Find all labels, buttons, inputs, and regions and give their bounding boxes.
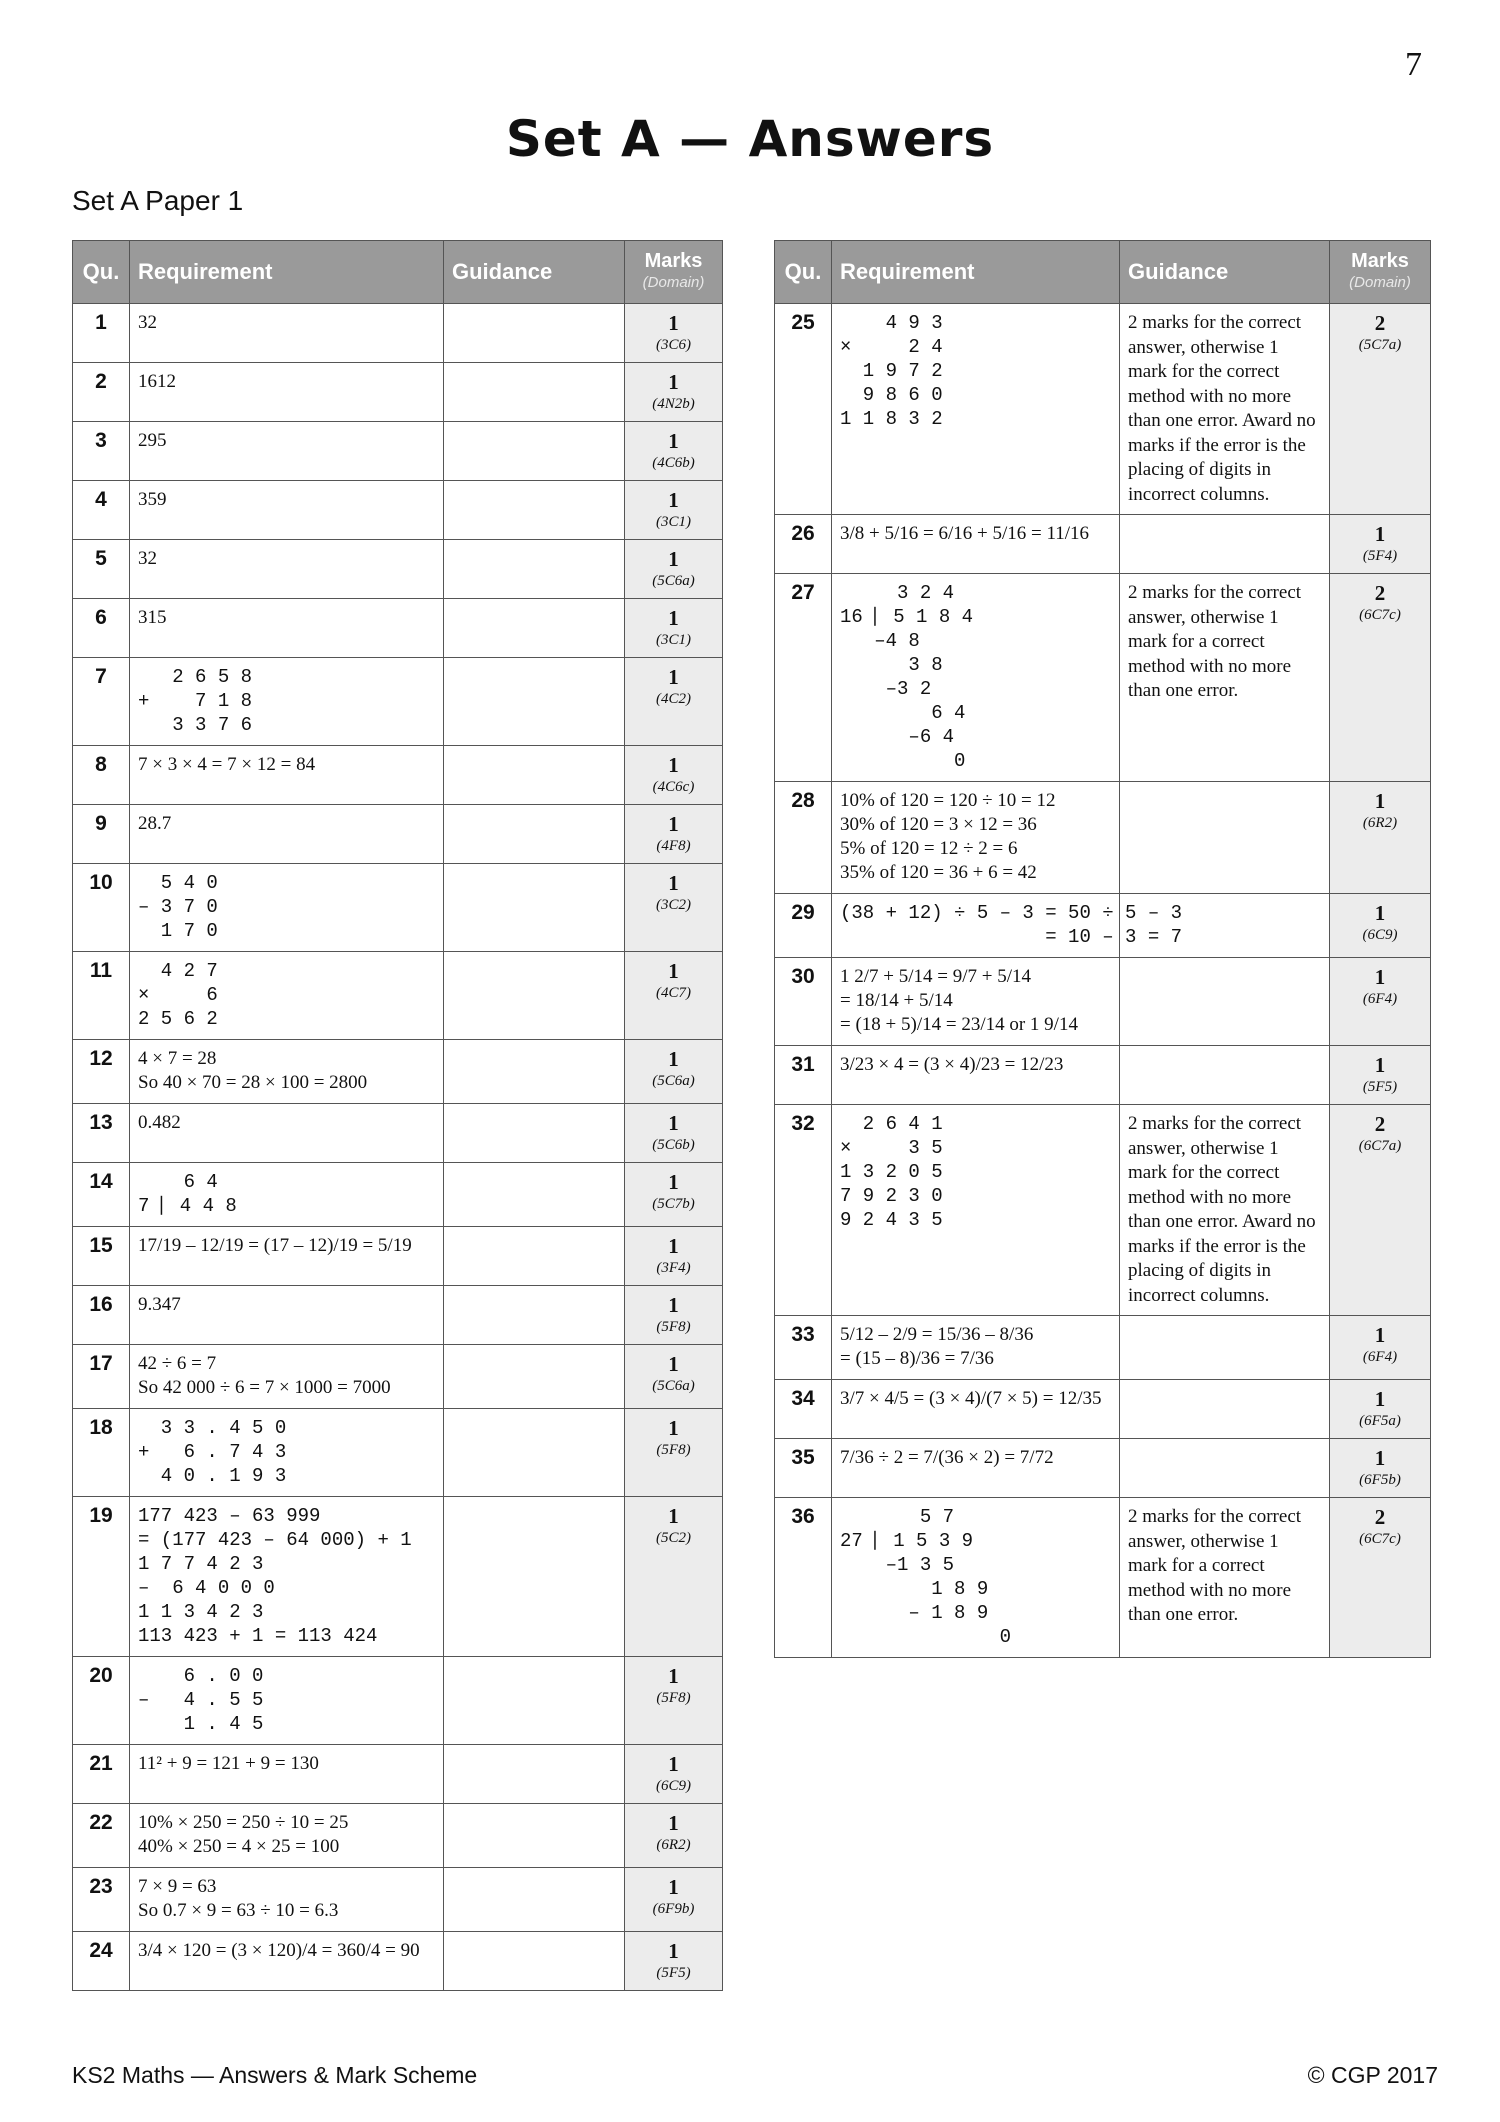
requirement-cell: 359 xyxy=(130,481,444,540)
question-number: 11 xyxy=(73,952,130,1040)
requirement-cell: 4 9 3 × 2 4 1 9 7 2 9 8 6 0 1 1 8 3 2 xyxy=(832,304,1120,515)
marks-value: 2 xyxy=(1374,1505,1386,1529)
guidance-cell: 2 marks for the correct answer, otherwise 1 mark for a correct method with no more than one error. xyxy=(1120,574,1330,782)
question-number: 31 xyxy=(775,1046,832,1105)
header-requirement: Requirement xyxy=(130,241,444,304)
requirement-cell: 4 2 7 × 6 2 5 6 2 xyxy=(130,952,444,1040)
guidance-cell xyxy=(1120,1439,1330,1498)
answer-row xyxy=(775,304,1431,515)
guidance-cell xyxy=(444,952,625,1040)
guidance-cell xyxy=(1120,515,1330,574)
guidance-cell xyxy=(444,746,625,805)
answer-row xyxy=(73,1497,723,1657)
header-marks xyxy=(625,241,723,304)
guidance-cell xyxy=(444,422,625,481)
requirement-cell: 9.347 xyxy=(130,1286,444,1345)
domain-code: (4C7) xyxy=(656,985,691,1001)
answer-row xyxy=(775,574,1431,782)
guidance-cell xyxy=(1120,1380,1330,1439)
marks-cell xyxy=(625,1497,723,1657)
marks-cell xyxy=(1330,958,1431,1046)
guidance-cell xyxy=(1120,958,1330,1046)
question-number: 1 xyxy=(73,304,130,363)
marks-value: 1 xyxy=(668,1234,679,1258)
footer-left: KS2 Maths — Answers & Mark Scheme xyxy=(72,2062,478,2088)
header-marks xyxy=(1330,241,1431,304)
requirement-cell: 10% of 120 = 120 ÷ 10 = 12 30% of 120 = 3 × 12 = 36 5% of 120 = 12 ÷ 2 = 6 35% of 120 = 36 + 6 = 42 xyxy=(832,782,1120,894)
marks-value: 2 xyxy=(1374,1112,1386,1136)
answer-table-right xyxy=(774,240,1431,1658)
marks-value: 1 xyxy=(668,1811,679,1835)
requirement-cell: 32 xyxy=(130,540,444,599)
marks-value: 1 xyxy=(1374,522,1386,546)
guidance-cell xyxy=(444,481,625,540)
answer-row xyxy=(73,540,723,599)
marks-cell xyxy=(1330,515,1431,574)
answer-row xyxy=(775,515,1431,574)
domain-code: (5C7b) xyxy=(652,1196,695,1212)
marks-cell xyxy=(625,1804,723,1868)
question-number: 18 xyxy=(73,1409,130,1497)
answer-row xyxy=(73,1104,723,1163)
answer-row xyxy=(73,952,723,1040)
requirement-cell: 3/4 × 120 = (3 × 120)/4 = 360/4 = 90 xyxy=(130,1932,444,1991)
marks-value: 1 xyxy=(668,812,679,836)
answer-row xyxy=(73,1163,723,1227)
marks-cell xyxy=(1330,1439,1431,1498)
marks-cell xyxy=(1330,1105,1431,1316)
domain-code: (6R2) xyxy=(1362,815,1398,831)
guidance-cell xyxy=(444,1932,625,1991)
marks-value: 1 xyxy=(668,370,679,394)
guidance-cell xyxy=(444,1868,625,1932)
question-number: 8 xyxy=(73,746,130,805)
requirement-cell: 4 × 7 = 28 So 40 × 70 = 28 × 100 = 2800 xyxy=(130,1040,444,1104)
question-number: 29 xyxy=(775,894,832,958)
answer-row xyxy=(775,1105,1431,1316)
header-domain-label: (Domain) xyxy=(1349,274,1411,291)
marks-cell xyxy=(1330,1316,1431,1380)
requirement-cell: 3/23 × 4 = (3 × 4)/23 = 12/23 xyxy=(832,1046,1120,1105)
marks-cell xyxy=(1330,1380,1431,1439)
domain-code: (3C1) xyxy=(656,632,691,648)
guidance-cell xyxy=(444,599,625,658)
domain-code: (4C6c) xyxy=(652,779,695,795)
answer-row xyxy=(775,958,1431,1046)
domain-code: (6C7c) xyxy=(1359,607,1401,623)
guidance-cell xyxy=(444,1657,625,1745)
question-number: 32 xyxy=(775,1105,832,1316)
marks-cell xyxy=(625,746,723,805)
domain-code: (6F5a) xyxy=(1359,1413,1401,1429)
domain-code: (5F4) xyxy=(1362,548,1398,564)
question-number: 33 xyxy=(775,1316,832,1380)
marks-value: 1 xyxy=(668,606,679,630)
question-number: 19 xyxy=(73,1497,130,1657)
requirement-cell: 177 423 – 63 999 = (177 423 – 64 000) + 1 1 7 7 4 2 3 – 6 4 0 0 0 1 1 3 4 2 3 113 423 + 1 = 113 424 xyxy=(130,1497,444,1657)
marks-cell xyxy=(625,1040,723,1104)
marks-cell xyxy=(1330,574,1431,782)
answer-row xyxy=(73,746,723,805)
guidance-cell xyxy=(1120,782,1330,894)
marks-value: 1 xyxy=(668,1939,679,1963)
domain-code: (5C2) xyxy=(656,1530,691,1546)
answer-row xyxy=(775,1316,1431,1380)
question-number: 28 xyxy=(775,782,832,894)
guidance-cell xyxy=(1120,1046,1330,1105)
requirement-cell: 295 xyxy=(130,422,444,481)
requirement-cell: 0.482 xyxy=(130,1104,444,1163)
marks-cell xyxy=(1330,1046,1431,1105)
domain-code: (4C6b) xyxy=(652,455,695,471)
marks-value: 1 xyxy=(1374,965,1386,989)
question-number: 7 xyxy=(73,658,130,746)
domain-code: (6C9) xyxy=(656,1778,691,1794)
marks-cell xyxy=(625,1657,723,1745)
marks-value: 1 xyxy=(1374,789,1386,813)
answer-row xyxy=(775,1439,1431,1498)
guidance-cell xyxy=(444,658,625,746)
answer-row xyxy=(73,599,723,658)
answer-row xyxy=(73,1286,723,1345)
question-number: 22 xyxy=(73,1804,130,1868)
requirement-cell: 5 7 27 ⎸1 5 3 9 –1 3 5 1 8 9 – 1 8 9 0 xyxy=(832,1498,1120,1658)
requirement-cell: 5/12 – 2/9 = 15/36 – 8/36 = (15 – 8)/36 = 7/36 xyxy=(832,1316,1120,1380)
marks-cell xyxy=(625,363,723,422)
marks-value: 1 xyxy=(668,1293,679,1317)
answer-row xyxy=(73,1868,723,1932)
guidance-cell xyxy=(444,1286,625,1345)
marks-cell xyxy=(625,599,723,658)
answer-row xyxy=(73,1745,723,1804)
answer-row xyxy=(775,894,1431,958)
paper-subtitle: Set A Paper 1 xyxy=(72,185,244,216)
question-number: 21 xyxy=(73,1745,130,1804)
requirement-cell: 3 2 4 16 ⎸5 1 8 4 –4 8 3 8 –3 2 6 4 –6 4 0 xyxy=(832,574,1120,782)
marks-value: 1 xyxy=(668,871,679,895)
question-number: 13 xyxy=(73,1104,130,1163)
marks-value: 2 xyxy=(1374,581,1386,605)
guidance-cell xyxy=(444,1497,625,1657)
question-number: 24 xyxy=(73,1932,130,1991)
answer-row xyxy=(775,1498,1431,1658)
marks-cell xyxy=(625,1163,723,1227)
answer-row xyxy=(73,304,723,363)
question-number: 23 xyxy=(73,1868,130,1932)
requirement-cell: 315 xyxy=(130,599,444,658)
guidance-cell xyxy=(444,1804,625,1868)
marks-value: 1 xyxy=(1374,1053,1386,1077)
marks-cell xyxy=(1330,782,1431,894)
page-title: Set A — Answers xyxy=(505,110,995,168)
marks-cell xyxy=(625,481,723,540)
domain-code: (5C6a) xyxy=(652,1073,695,1089)
requirement-cell: 10% × 250 = 250 ÷ 10 = 25 40% × 250 = 4 × 25 = 100 xyxy=(130,1804,444,1868)
domain-code: (5F5) xyxy=(1362,1079,1398,1095)
marks-value: 1 xyxy=(668,429,679,453)
answer-rows-left xyxy=(73,304,723,1991)
answer-row xyxy=(73,481,723,540)
marks-cell xyxy=(625,1868,723,1932)
marks-value: 1 xyxy=(668,1170,679,1194)
domain-code: (5F8) xyxy=(656,1319,691,1335)
requirement-cell: 3/7 × 4/5 = (3 × 4)/(7 × 5) = 12/35 xyxy=(832,1380,1120,1439)
guidance-cell: 2 marks for the correct answer, otherwise 1 mark for a correct method with no more than one error. xyxy=(1120,1498,1330,1658)
domain-code: (4F8) xyxy=(656,838,691,854)
marks-cell xyxy=(625,1104,723,1163)
guidance-cell: 2 marks for the correct answer, otherwise 1 mark for the correct method with no more than one error. Award no marks if the error is the placing of digits in incorrect columns. xyxy=(1120,304,1330,515)
marks-value: 1 xyxy=(668,959,679,983)
question-number: 2 xyxy=(73,363,130,422)
domain-code: (5F8) xyxy=(656,1690,691,1706)
guidance-cell xyxy=(444,864,625,952)
header-qu: Qu. xyxy=(73,241,130,304)
marks-cell xyxy=(625,1745,723,1804)
question-number: 20 xyxy=(73,1657,130,1745)
marks-cell xyxy=(625,1345,723,1409)
marks-value: 1 xyxy=(668,1664,679,1688)
requirement-cell: 28.7 xyxy=(130,805,444,864)
domain-code: (6F5b) xyxy=(1359,1472,1401,1488)
marks-cell xyxy=(1330,1498,1431,1658)
domain-code: (5C7a) xyxy=(1358,337,1402,353)
domain-code: (6C7c) xyxy=(1359,1531,1401,1547)
requirement-cell: 3/8 + 5/16 = 6/16 + 5/16 = 11/16 xyxy=(832,515,1120,574)
answer-row xyxy=(775,782,1431,894)
answer-row xyxy=(73,1657,723,1745)
question-number: 9 xyxy=(73,805,130,864)
domain-code: (3F4) xyxy=(656,1260,691,1276)
guidance-cell xyxy=(444,1745,625,1804)
marks-cell xyxy=(625,805,723,864)
guidance-cell xyxy=(444,1163,625,1227)
marks-value: 1 xyxy=(668,311,679,335)
answer-row xyxy=(73,1040,723,1104)
marks-cell xyxy=(625,304,723,363)
requirement-cell: 1 2/7 + 5/14 = 9/7 + 5/14 = 18/14 + 5/14 = (18 + 5)/14 = 23/14 or 1 9/14 xyxy=(832,958,1120,1046)
marks-value: 1 xyxy=(668,1752,679,1776)
domain-code: (4N2b) xyxy=(652,396,695,412)
answer-table-left xyxy=(72,240,723,1991)
marks-cell xyxy=(625,864,723,952)
question-number: 25 xyxy=(775,304,832,515)
guidance-cell xyxy=(444,1104,625,1163)
answer-row xyxy=(73,1932,723,1991)
answer-row xyxy=(73,1804,723,1868)
question-number: 14 xyxy=(73,1163,130,1227)
requirement-cell: 42 ÷ 6 = 7 So 42 000 ÷ 6 = 7 × 1000 = 7000 xyxy=(130,1345,444,1409)
domain-code: (6F4) xyxy=(1362,991,1398,1007)
requirement-cell: 7/36 ÷ 2 = 7/(36 × 2) = 7/72 xyxy=(832,1439,1120,1498)
question-number: 30 xyxy=(775,958,832,1046)
domain-code: (5C6a) xyxy=(652,1378,695,1394)
answer-row xyxy=(73,363,723,422)
marks-value: 1 xyxy=(1374,1446,1386,1470)
marks-cell xyxy=(625,422,723,481)
guidance-cell xyxy=(444,1409,625,1497)
footer-right: © CGP 2017 xyxy=(1307,2062,1438,2088)
requirement-cell: 6 . 0 0 – 4 . 5 5 1 . 4 5 xyxy=(130,1657,444,1745)
page-number: 7 xyxy=(1405,46,1422,83)
domain-code: (5C6b) xyxy=(652,1137,695,1153)
question-number: 34 xyxy=(775,1380,832,1439)
domain-code: (5F8) xyxy=(656,1442,691,1458)
domain-code: (3C2) xyxy=(656,897,691,913)
guidance-cell xyxy=(444,1345,625,1409)
marks-cell xyxy=(1330,894,1431,958)
marks-cell xyxy=(625,540,723,599)
header-marks-label: Marks xyxy=(1351,250,1409,272)
marks-cell xyxy=(625,658,723,746)
header-requirement: Requirement xyxy=(832,241,1120,304)
requirement-cell: 11² + 9 = 121 + 9 = 130 xyxy=(130,1745,444,1804)
answer-row xyxy=(73,805,723,864)
guidance-cell xyxy=(444,1040,625,1104)
question-number: 6 xyxy=(73,599,130,658)
marks-value: 1 xyxy=(668,1416,679,1440)
answer-row xyxy=(73,864,723,952)
guidance-cell xyxy=(444,1227,625,1286)
answer-row xyxy=(775,1046,1431,1105)
requirement-cell: 7 × 3 × 4 = 7 × 12 = 84 xyxy=(130,746,444,805)
header-guidance: Guidance xyxy=(444,241,625,304)
requirement-cell: 7 × 9 = 63 So 0.7 × 9 = 63 ÷ 10 = 6.3 xyxy=(130,1868,444,1932)
marks-cell xyxy=(625,1286,723,1345)
guidance-cell xyxy=(444,304,625,363)
marks-value: 1 xyxy=(668,488,679,512)
marks-value: 1 xyxy=(668,1352,679,1376)
question-number: 16 xyxy=(73,1286,130,1345)
marks-cell xyxy=(625,1409,723,1497)
guidance-cell: 2 marks for the correct answer, otherwise 1 mark for the correct method with no more than one error. Award no marks if the error is the placing of digits in incorrect columns. xyxy=(1120,1105,1330,1316)
question-number: 4 xyxy=(73,481,130,540)
marks-cell xyxy=(625,952,723,1040)
domain-code: (6F9b) xyxy=(652,1901,695,1917)
requirement-cell: 17/19 – 12/19 = (17 – 12)/19 = 5/19 xyxy=(130,1227,444,1286)
marks-value: 1 xyxy=(668,547,679,571)
marks-value: 1 xyxy=(668,1504,679,1528)
question-number: 15 xyxy=(73,1227,130,1286)
domain-code: (4C2) xyxy=(656,691,691,707)
header-marks-label: Marks xyxy=(644,250,703,272)
answer-row xyxy=(73,1345,723,1409)
requirement-cell: 5 4 0 – 3 7 0 1 7 0 xyxy=(130,864,444,952)
header-qu: Qu. xyxy=(775,241,832,304)
marks-value: 1 xyxy=(668,753,679,777)
requirement-cell: 2 6 4 1 × 3 5 1 3 2 0 5 7 9 2 3 0 9 2 4 3 5 xyxy=(832,1105,1120,1316)
domain-code: (3C6) xyxy=(656,337,691,353)
guidance-cell xyxy=(1120,1316,1330,1380)
question-number: 12 xyxy=(73,1040,130,1104)
requirement-cell: 6 4 7 ⎸4 4 8 xyxy=(130,1163,444,1227)
requirement-cell: (38 + 12) ÷ 5 – 3 = 50 ÷ 5 – 3 = 10 – 3 = 7 xyxy=(832,894,1120,958)
domain-code: (6C9) xyxy=(1362,927,1398,943)
marks-value: 1 xyxy=(1374,1323,1386,1347)
domain-code: (3C1) xyxy=(656,514,691,530)
question-number: 26 xyxy=(775,515,832,574)
marks-cell xyxy=(1330,304,1431,515)
domain-code: (5C6a) xyxy=(652,573,695,589)
marks-value: 2 xyxy=(1374,311,1386,335)
answer-rows-right xyxy=(775,304,1431,1658)
question-number: 27 xyxy=(775,574,832,782)
header-domain-label: (Domain) xyxy=(642,274,705,291)
answer-row xyxy=(775,1380,1431,1439)
question-number: 5 xyxy=(73,540,130,599)
requirement-cell: 1612 xyxy=(130,363,444,422)
marks-value: 1 xyxy=(668,1047,679,1071)
marks-value: 1 xyxy=(668,1875,679,1899)
question-number: 35 xyxy=(775,1439,832,1498)
domain-code: (5F5) xyxy=(656,1965,691,1981)
marks-value: 1 xyxy=(668,1111,679,1135)
requirement-cell: 32 xyxy=(130,304,444,363)
guidance-cell xyxy=(444,540,625,599)
question-number: 10 xyxy=(73,864,130,952)
question-number: 3 xyxy=(73,422,130,481)
domain-code: (6F4) xyxy=(1362,1349,1398,1365)
marks-cell xyxy=(625,1227,723,1286)
header-guidance: Guidance xyxy=(1120,241,1330,304)
requirement-cell: 2 6 5 8 + 7 1 8 3 3 7 6 xyxy=(130,658,444,746)
domain-code: (6C7a) xyxy=(1358,1138,1402,1154)
domain-code: (6R2) xyxy=(656,1837,691,1853)
question-number: 36 xyxy=(775,1498,832,1658)
answer-row xyxy=(73,1409,723,1497)
guidance-cell xyxy=(444,805,625,864)
marks-value: 1 xyxy=(1374,1387,1386,1411)
marks-cell xyxy=(625,1932,723,1991)
answer-row xyxy=(73,658,723,746)
answer-row xyxy=(73,422,723,481)
requirement-cell: 3 3 . 4 5 0 + 6 . 7 4 3 4 0 . 1 9 3 xyxy=(130,1409,444,1497)
guidance-cell xyxy=(444,363,625,422)
marks-value: 1 xyxy=(1374,901,1386,925)
marks-value: 1 xyxy=(668,665,679,689)
answer-row xyxy=(73,1227,723,1286)
question-number: 17 xyxy=(73,1345,130,1409)
